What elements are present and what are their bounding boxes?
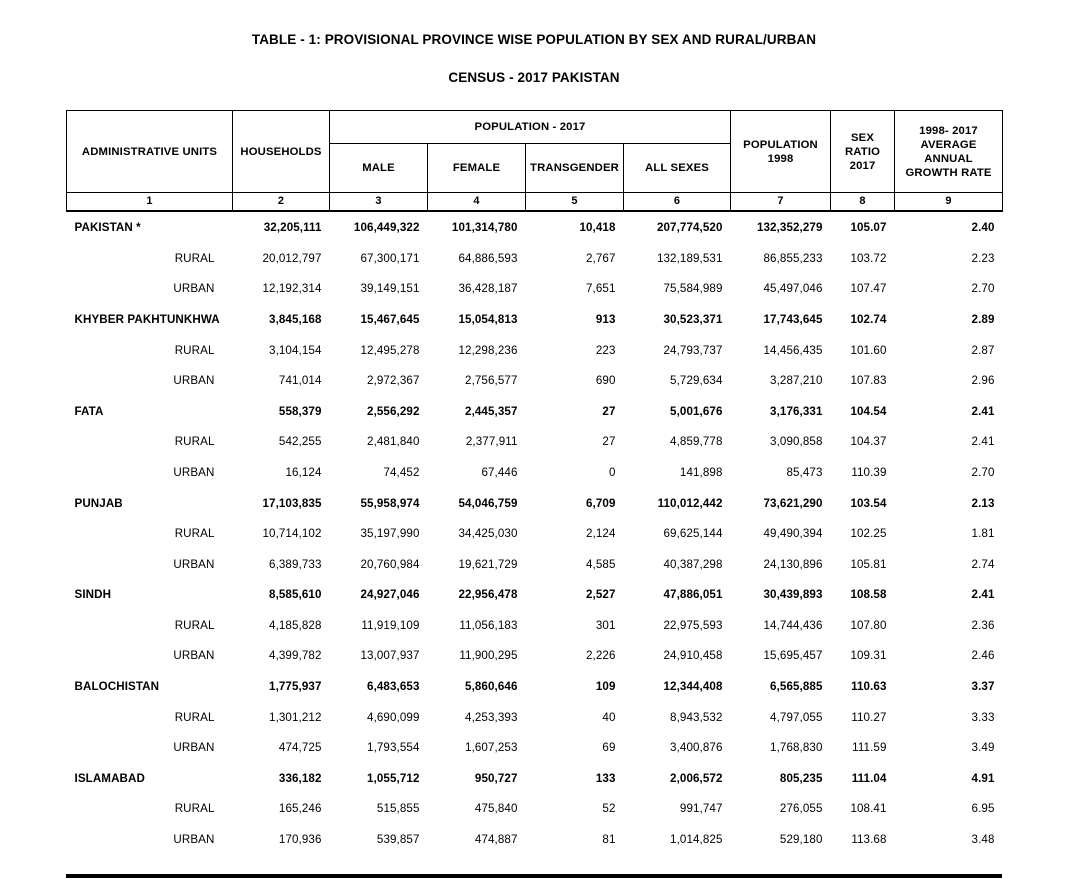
cell-transgender: 7,651: [585, 282, 616, 296]
cell-population-1998: 529,180: [779, 833, 823, 847]
cell-administrative-unit: URBAN: [173, 557, 215, 571]
cell-households: 170,936: [278, 833, 322, 847]
cell-transgender: 40: [602, 710, 616, 724]
cell-administrative-unit: SINDH: [74, 588, 112, 602]
cell-male: 2,972,367: [367, 374, 420, 388]
cell-transgender: 223: [595, 343, 616, 357]
cell-female: 54,046,759: [458, 496, 518, 510]
cell-transgender: 0: [608, 465, 616, 479]
cell-female: 474,887: [474, 833, 518, 847]
cell-transgender: 69: [602, 741, 616, 755]
header-sex-ratio-line2: RATIO: [844, 145, 881, 158]
cell-households: 336,182: [278, 771, 322, 785]
cell-sex-ratio: 105.81: [850, 557, 887, 571]
cell-growth-rate: 2.41: [971, 588, 995, 602]
header-col-number-7: 7: [731, 193, 831, 212]
cell-female: 950,727: [474, 771, 518, 785]
table-row: [67, 580, 1003, 611]
cell-population-1998: 4,797,055: [770, 710, 823, 724]
cell-all-sexes: 40,387,298: [663, 557, 723, 571]
cell-female: 19,621,729: [458, 557, 518, 571]
table-row: [67, 335, 1003, 366]
table-container: [66, 110, 1002, 854]
cell-female: 101,314,780: [451, 221, 518, 235]
cell-male: 2,481,840: [367, 435, 420, 449]
header-col-number-5: 5: [526, 193, 624, 212]
cell-population-1998: 49,490,394: [763, 527, 823, 541]
cell-households: 741,014: [278, 374, 322, 388]
cell-female: 475,840: [474, 802, 518, 816]
cell-male: 15,467,645: [360, 312, 420, 326]
cell-households: 12,192,314: [262, 282, 322, 296]
cell-population-1998: 6,565,885: [770, 680, 823, 694]
cell-male: 67,300,171: [360, 251, 420, 265]
cell-transgender: 4,585: [585, 557, 616, 571]
table-row: [67, 488, 1003, 519]
cell-growth-rate: 3.49: [971, 741, 995, 755]
table-row: [67, 274, 1003, 305]
cell-transgender: 133: [595, 771, 616, 785]
cell-households: 20,012,797: [262, 251, 322, 265]
cell-transgender: 52: [602, 802, 616, 816]
cell-growth-rate: 3.48: [971, 833, 995, 847]
cell-administrative-unit: RURAL: [174, 802, 215, 816]
cell-female: 11,056,183: [459, 618, 518, 632]
header-col-number-3: 3: [330, 193, 428, 212]
cell-male: 4,690,099: [367, 710, 420, 724]
cell-sex-ratio: 104.37: [850, 435, 887, 449]
cell-all-sexes: 141,898: [679, 465, 723, 479]
cell-population-1998: 86,855,233: [763, 251, 823, 265]
header-col-number-1: 1: [67, 193, 233, 212]
cell-population-1998: 3,287,210: [770, 374, 823, 388]
cell-transgender: 6,709: [585, 496, 616, 510]
header-male: MALE: [330, 144, 428, 193]
cell-growth-rate: 2.23: [971, 251, 995, 265]
cell-households: 542,255: [278, 435, 322, 449]
cell-growth-rate: 2.89: [971, 312, 995, 326]
table-row: [67, 763, 1003, 794]
cell-female: 2,445,357: [465, 404, 518, 418]
cell-growth-rate: 4.91: [971, 771, 995, 785]
cell-female: 64,886,593: [458, 251, 518, 265]
cell-administrative-unit: RURAL: [174, 710, 215, 724]
header-transgender: TRANSGENDER: [526, 144, 624, 193]
cell-sex-ratio: 110.27: [851, 710, 887, 724]
cell-households: 474,725: [278, 741, 322, 755]
cell-population-1998: 805,235: [779, 771, 823, 785]
cell-male: 35,197,990: [360, 527, 420, 541]
cell-female: 2,756,577: [465, 374, 518, 388]
cell-all-sexes: 3,400,876: [670, 741, 723, 755]
cell-all-sexes: 132,189,531: [656, 251, 723, 265]
cell-male: 515,855: [376, 802, 420, 816]
cell-all-sexes: 75,584,989: [663, 282, 723, 296]
cell-transgender: 27: [602, 435, 616, 449]
cell-transgender: 301: [595, 618, 616, 632]
cell-households: 8,585,610: [269, 588, 322, 602]
header-sex-ratio-line1: SEX: [850, 131, 875, 144]
cell-male: 1,055,712: [367, 771, 420, 785]
cell-population-1998: 132,352,279: [756, 221, 823, 235]
cell-population-1998: 1,768,830: [770, 741, 823, 755]
cell-male: 24,927,046: [360, 588, 420, 602]
header-population-1998-line2: 1998: [767, 152, 794, 165]
table-row: [67, 824, 1003, 855]
cell-sex-ratio: 101.60: [850, 343, 887, 357]
bottom-rule: [66, 874, 1002, 878]
cell-administrative-unit: URBAN: [173, 649, 215, 663]
cell-administrative-unit: KHYBER PAKHTUNKHWA: [74, 312, 220, 326]
cell-male: 2,556,292: [367, 404, 420, 418]
cell-sex-ratio: 105.07: [850, 221, 887, 235]
cell-sex-ratio: 108.58: [850, 588, 887, 602]
cell-transgender: 913: [595, 312, 616, 326]
cell-growth-rate: 2.70: [971, 465, 995, 479]
cell-households: 558,379: [278, 404, 322, 418]
table-row: [67, 304, 1003, 335]
cell-all-sexes: 4,859,778: [670, 435, 723, 449]
table-row: [67, 671, 1003, 702]
header-growth-line1: 1998- 2017: [919, 124, 978, 137]
table-row: [67, 794, 1003, 825]
cell-administrative-unit: URBAN: [173, 374, 215, 388]
cell-all-sexes: 207,774,520: [656, 221, 723, 235]
cell-administrative-unit: BALOCHISTAN: [74, 680, 160, 694]
cell-administrative-unit: RURAL: [174, 435, 215, 449]
cell-male: 39,149,151: [360, 282, 420, 296]
cell-population-1998: 24,130,896: [763, 557, 823, 571]
cell-sex-ratio: 107.47: [850, 282, 887, 296]
cell-households: 165,246: [278, 802, 322, 816]
cell-transgender: 81: [602, 833, 616, 847]
page-subtitle: CENSUS - 2017 PAKISTAN: [448, 70, 620, 86]
cell-sex-ratio: 103.54: [850, 496, 887, 510]
table-row: [67, 243, 1003, 274]
cell-all-sexes: 12,344,408: [663, 680, 723, 694]
cell-growth-rate: 2.96: [971, 374, 995, 388]
table-row: [67, 610, 1003, 641]
cell-sex-ratio: 102.25: [850, 527, 887, 541]
cell-administrative-unit: FATA: [74, 404, 104, 418]
cell-households: 16,124: [285, 465, 322, 479]
table-row: [67, 641, 1003, 672]
cell-population-1998: 3,176,331: [770, 404, 823, 418]
cell-households: 10,714,102: [262, 527, 322, 541]
cell-female: 36,428,187: [458, 282, 518, 296]
table-row: [67, 396, 1003, 427]
cell-administrative-unit: PUNJAB: [74, 496, 123, 510]
cell-sex-ratio: 103.72: [850, 251, 887, 265]
table-row: [67, 702, 1003, 733]
cell-transgender: 2,767: [585, 251, 616, 265]
cell-female: 1,607,253: [465, 741, 518, 755]
cell-all-sexes: 47,886,051: [663, 588, 723, 602]
table-row: [67, 211, 1003, 243]
table-row: [67, 732, 1003, 763]
cell-growth-rate: 2.40: [971, 221, 995, 235]
table-body: [67, 211, 1003, 854]
cell-population-1998: 17,743,645: [763, 312, 823, 326]
cell-sex-ratio: 102.74: [850, 312, 887, 326]
cell-sex-ratio: 109.31: [850, 649, 887, 663]
header-population-1998: [731, 111, 831, 193]
header-population-2017-group: POPULATION - 2017: [330, 111, 731, 144]
cell-all-sexes: 110,012,442: [657, 496, 723, 510]
cell-male: 106,449,322: [353, 221, 420, 235]
cell-sex-ratio: 113.68: [851, 833, 887, 847]
cell-households: 3,845,168: [269, 312, 322, 326]
cell-households: 4,399,782: [269, 649, 322, 663]
table-row: [67, 457, 1003, 488]
cell-all-sexes: 24,793,737: [663, 343, 723, 357]
cell-households: 3,104,154: [269, 343, 322, 357]
cell-administrative-unit: RURAL: [174, 251, 215, 265]
cell-male: 6,483,653: [367, 680, 420, 694]
cell-all-sexes: 69,625,144: [663, 527, 723, 541]
header-col-number-8: 8: [831, 193, 895, 212]
cell-growth-rate: 2.46: [971, 649, 995, 663]
cell-transgender: 2,226: [585, 649, 616, 663]
cell-growth-rate: 2.41: [971, 404, 995, 418]
cell-households: 32,205,111: [263, 221, 322, 235]
cell-male: 55,958,974: [360, 496, 420, 510]
cell-households: 17,103,835: [262, 496, 322, 510]
cell-growth-rate: 2.74: [971, 557, 995, 571]
header-row-top: [67, 111, 1003, 144]
cell-all-sexes: 22,975,593: [663, 618, 723, 632]
header-col-number-4: 4: [428, 193, 526, 212]
table-header: [67, 111, 1003, 212]
cell-all-sexes: 991,747: [679, 802, 723, 816]
header-population-1998-line1: POPULATION: [743, 138, 818, 151]
cell-male: 539,857: [376, 833, 420, 847]
cell-male: 13,007,937: [360, 649, 420, 663]
cell-male: 20,760,984: [360, 557, 420, 571]
header-all-sexes: ALL SEXES: [624, 144, 731, 193]
cell-female: 5,860,646: [465, 680, 518, 694]
cell-administrative-unit: URBAN: [173, 741, 215, 755]
cell-male: 12,495,278: [360, 343, 420, 357]
header-administrative-units: ADMINISTRATIVE UNITS: [67, 111, 233, 193]
cell-transgender: 109: [595, 680, 616, 694]
cell-growth-rate: 3.33: [971, 710, 995, 724]
cell-growth-rate: 2.13: [971, 496, 995, 510]
table-row: [67, 365, 1003, 396]
cell-administrative-unit: RURAL: [174, 527, 215, 541]
page-title: TABLE - 1: PROVISIONAL PROVINCE WISE POPULATION BY SEX AND RURAL/URBAN: [251, 32, 817, 47]
cell-transgender: 2,124: [585, 527, 616, 541]
cell-administrative-unit: PAKISTAN *: [74, 221, 141, 235]
cell-population-1998: 276,055: [779, 802, 823, 816]
cell-sex-ratio: 107.83: [850, 374, 887, 388]
cell-all-sexes: 5,001,676: [670, 404, 723, 418]
cell-population-1998: 30,439,893: [763, 588, 823, 602]
cell-administrative-unit: URBAN: [173, 282, 215, 296]
cell-all-sexes: 8,943,532: [670, 710, 723, 724]
cell-growth-rate: 1.81: [971, 527, 995, 541]
cell-administrative-unit: URBAN: [173, 833, 215, 847]
header-col-number-2: 2: [233, 193, 330, 212]
cell-administrative-unit: URBAN: [173, 465, 215, 479]
cell-all-sexes: 5,729,634: [670, 374, 723, 388]
cell-sex-ratio: 108.41: [850, 802, 887, 816]
cell-population-1998: 73,621,290: [763, 496, 823, 510]
cell-households: 1,301,212: [269, 710, 322, 724]
cell-administrative-unit: ISLAMABAD: [74, 771, 145, 785]
cell-transgender: 10,418: [579, 221, 616, 235]
cell-households: 4,185,828: [269, 618, 322, 632]
cell-sex-ratio: 111.59: [852, 741, 887, 755]
header-sex-ratio-2017: [831, 111, 895, 193]
cell-sex-ratio: 111.04: [851, 771, 887, 785]
cell-male: 74,452: [383, 465, 420, 479]
table-row: [67, 549, 1003, 580]
cell-female: 11,900,295: [459, 649, 518, 663]
cell-all-sexes: 24,910,458: [663, 649, 723, 663]
header-households: HOUSEHOLDS: [233, 111, 330, 193]
cell-sex-ratio: 104.54: [850, 404, 887, 418]
header-growth-line3: GROWTH RATE: [905, 166, 992, 179]
cell-transgender: 2,527: [585, 588, 616, 602]
cell-households: 1,775,937: [269, 680, 322, 694]
cell-sex-ratio: 107.80: [850, 618, 887, 632]
cell-growth-rate: 6.95: [971, 802, 995, 816]
cell-growth-rate: 2.87: [971, 343, 995, 357]
cell-population-1998: 3,090,858: [770, 435, 823, 449]
header-growth-line2: AVERAGE ANNUAL: [920, 138, 977, 165]
header-row-numbers: [67, 193, 1003, 212]
cell-female: 4,253,393: [465, 710, 518, 724]
header-growth-rate: [895, 111, 1003, 193]
cell-sex-ratio: 110.63: [851, 680, 887, 694]
table-row: [67, 518, 1003, 549]
header-female: FEMALE: [428, 144, 526, 193]
cell-transgender: 27: [602, 404, 616, 418]
cell-growth-rate: 3.37: [971, 680, 995, 694]
header-col-number-6: 6: [624, 193, 731, 212]
cell-population-1998: 45,497,046: [763, 282, 823, 296]
cell-all-sexes: 30,523,371: [663, 312, 723, 326]
cell-growth-rate: 2.41: [971, 435, 995, 449]
cell-male: 1,793,554: [367, 741, 420, 755]
cell-female: 67,446: [481, 465, 518, 479]
cell-female: 34,425,030: [458, 527, 518, 541]
cell-administrative-unit: RURAL: [174, 618, 215, 632]
cell-male: 11,919,109: [361, 618, 420, 632]
cell-female: 2,377,911: [465, 435, 518, 449]
cell-all-sexes: 2,006,572: [670, 771, 723, 785]
cell-transgender: 690: [595, 374, 616, 388]
cell-female: 22,956,478: [458, 588, 518, 602]
cell-administrative-unit: RURAL: [174, 343, 215, 357]
cell-all-sexes: 1,014,825: [670, 833, 723, 847]
cell-households: 6,389,733: [269, 557, 322, 571]
cell-growth-rate: 2.36: [971, 618, 995, 632]
title-block: [0, 0, 1068, 86]
cell-population-1998: 85,473: [786, 465, 823, 479]
cell-sex-ratio: 110.39: [851, 465, 887, 479]
cell-population-1998: 15,695,457: [763, 649, 823, 663]
cell-population-1998: 14,456,435: [763, 343, 823, 357]
header-col-number-9: 9: [895, 193, 1003, 212]
header-sex-ratio-line3: 2017: [849, 159, 876, 172]
cell-growth-rate: 2.70: [971, 282, 995, 296]
table-row: [67, 427, 1003, 458]
cell-population-1998: 14,744,436: [763, 618, 823, 632]
census-table: [66, 110, 1003, 854]
cell-female: 12,298,236: [458, 343, 518, 357]
cell-female: 15,054,813: [458, 312, 518, 326]
